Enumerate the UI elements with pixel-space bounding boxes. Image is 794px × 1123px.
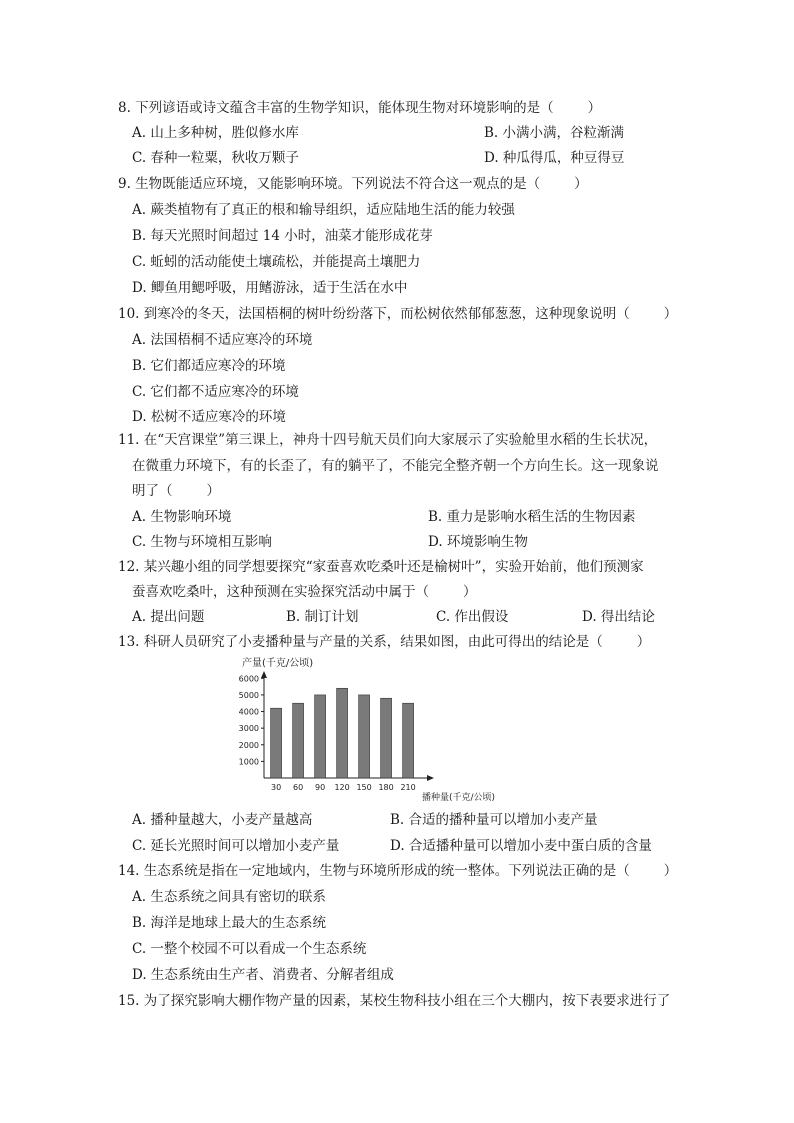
chart-y-tick-label: 4000 xyxy=(238,707,259,717)
q10-option-c: C. 它们都不适应寒冷的环境 xyxy=(132,384,299,400)
chart-x-tick-label: 60 xyxy=(293,783,304,792)
q14-stem: 14. 生态系统是指在一定地域内，生物与环境所形成的统一整体。下列说法正确的是（ ） xyxy=(118,863,678,879)
q14-option-a: A. 生态系统之间具有密切的联系 xyxy=(132,889,326,905)
q13-option-d: D. 合适播种量可以增加小麦中蛋白质的含量 xyxy=(390,838,652,854)
q12-option-b: B. 制订计划 xyxy=(286,609,359,625)
q8-option-d: D. 种瓜得瓜，种豆得豆 xyxy=(484,150,625,166)
chart-y-tick-label: 6000 xyxy=(238,674,259,684)
chart-bar xyxy=(271,708,282,778)
q9-option-a: A. 蕨类植物有了真正的根和输导组织，适应陆地生活的能力较强 xyxy=(132,202,515,218)
chart-x-tick-label: 210 xyxy=(400,783,416,792)
chart-bar xyxy=(315,695,326,778)
q12-stem-line-1: 12. 某兴趣小组的同学想要探究“家蚕喜欢吃桑叶还是榆树叶”，实验开始前，他们预测家 xyxy=(118,559,644,575)
q11-stem-line-3: 明了（ ） xyxy=(132,483,220,499)
q12-option-c: C. 作出假设 xyxy=(436,609,509,625)
q10-option-a: A. 法国梧桐不适应寒冷的环境 xyxy=(132,332,313,348)
chart-y-tick-label: 3000 xyxy=(238,724,259,734)
chart-x-tick-label: 30 xyxy=(271,783,282,792)
q10-option-b: B. 它们都适应寒冷的环境 xyxy=(132,358,286,374)
q11-stem-line-1: 11. 在“天宫课堂”第三课上，神舟十四号航天员们向大家展示了实验舱里水稻的生长状况， xyxy=(118,432,658,448)
chart-x-axis-arrow xyxy=(427,775,434,781)
chart-bar xyxy=(337,688,348,778)
q9-option-d: D. 鲫鱼用鳃呼吸，用鳍游泳，适于生活在水中 xyxy=(132,280,408,296)
chart-x-tick-label: 150 xyxy=(356,783,372,792)
chart-x-tick-label: 90 xyxy=(315,783,326,792)
q13-option-c: C. 延长光照时间可以增加小麦产量 xyxy=(132,838,340,854)
chart-y-tick-label: 1000 xyxy=(238,757,259,767)
q8-option-a: A. 山上多种树，胜似修水库 xyxy=(132,125,299,141)
q15-stem: 15. 为了探究影响大棚作物产量的因素，某校生物科技小组在三个大棚内，按下表要求进行了 xyxy=(118,993,671,1009)
chart-y-tick-label: 5000 xyxy=(238,690,259,700)
q8-option-b: B. 小满小满，谷粒渐满 xyxy=(484,125,625,141)
chart-x-tick-label: 120 xyxy=(334,783,350,792)
q8-stem: 8. 下列谚语或诗文蕴含丰富的生物学知识，能体现生物对环境影响的是（ ） xyxy=(118,100,602,116)
q12-stem-line-2: 蚕喜欢吃桑叶，这种预测在实验探究活动中属于（ ） xyxy=(132,584,477,600)
q9-stem: 9. 生物既能适应环境，又能影响环境。下列说法不符合这一观点的是（ ） xyxy=(118,176,588,192)
q14-option-d: D. 生态系统由生产者、消费者、分解者组成 xyxy=(132,967,394,983)
q11-option-b: B. 重力是影响水稻生活的生物因素 xyxy=(428,509,636,525)
q13-stem: 13. 科研人员研究了小麦播种量与产量的关系，结果如图，由此可得出的结论是（ ） xyxy=(118,634,651,650)
yield-bar-chart xyxy=(230,652,530,802)
chart-y-axis-arrow xyxy=(261,671,267,678)
chart-bar xyxy=(381,698,392,778)
chart-xlabel: 播种量(千克/公顷) xyxy=(422,793,496,802)
q9-option-b: B. 每天光照时间超过 14 小时，油菜才能形成花芽 xyxy=(132,228,433,244)
chart-bar xyxy=(403,703,414,778)
q9-option-c: C. 蚯蚓的活动能使土壤疏松，并能提高土壤肥力 xyxy=(132,254,421,270)
chart-y-tick-label: 2000 xyxy=(238,740,259,750)
chart-ylabel: 产量(千克/公顷) xyxy=(242,658,314,669)
q12-option-a: A. 提出问题 xyxy=(132,609,205,625)
chart-bar xyxy=(293,703,304,778)
q11-option-c: C. 生物与环境相互影响 xyxy=(132,534,272,550)
q8-option-c: C. 春种一粒粟，秋收万颗子 xyxy=(132,150,299,166)
q10-option-d: D. 松树不适应寒冷的环境 xyxy=(132,409,286,425)
q10-stem: 10. 到寒冷的冬天，法国梧桐的树叶纷纷落下，而松树依然郁郁葱葱，这种现象说明（ ） xyxy=(118,306,678,322)
chart-bar xyxy=(359,695,370,778)
q11-stem-line-2: 在微重力环境下，有的长歪了，有的躺平了，不能完全整齐朝一个方向生长。这一现象说 xyxy=(132,458,659,474)
chart-x-tick-label: 180 xyxy=(378,783,394,792)
q12-option-d: D. 得出结论 xyxy=(582,609,655,625)
q13-option-b: B. 合适的播种量可以增加小麦产量 xyxy=(390,812,598,828)
q13-option-a: A. 播种量越大，小麦产量越高 xyxy=(132,812,313,828)
q11-option-a: A. 生物影响环境 xyxy=(132,509,232,525)
q14-option-b: B. 海洋是地球上最大的生态系统 xyxy=(132,915,327,931)
q14-option-c: C. 一整个校园不可以看成一个生态系统 xyxy=(132,941,367,957)
q11-option-d: D. 环境影响生物 xyxy=(428,534,528,550)
